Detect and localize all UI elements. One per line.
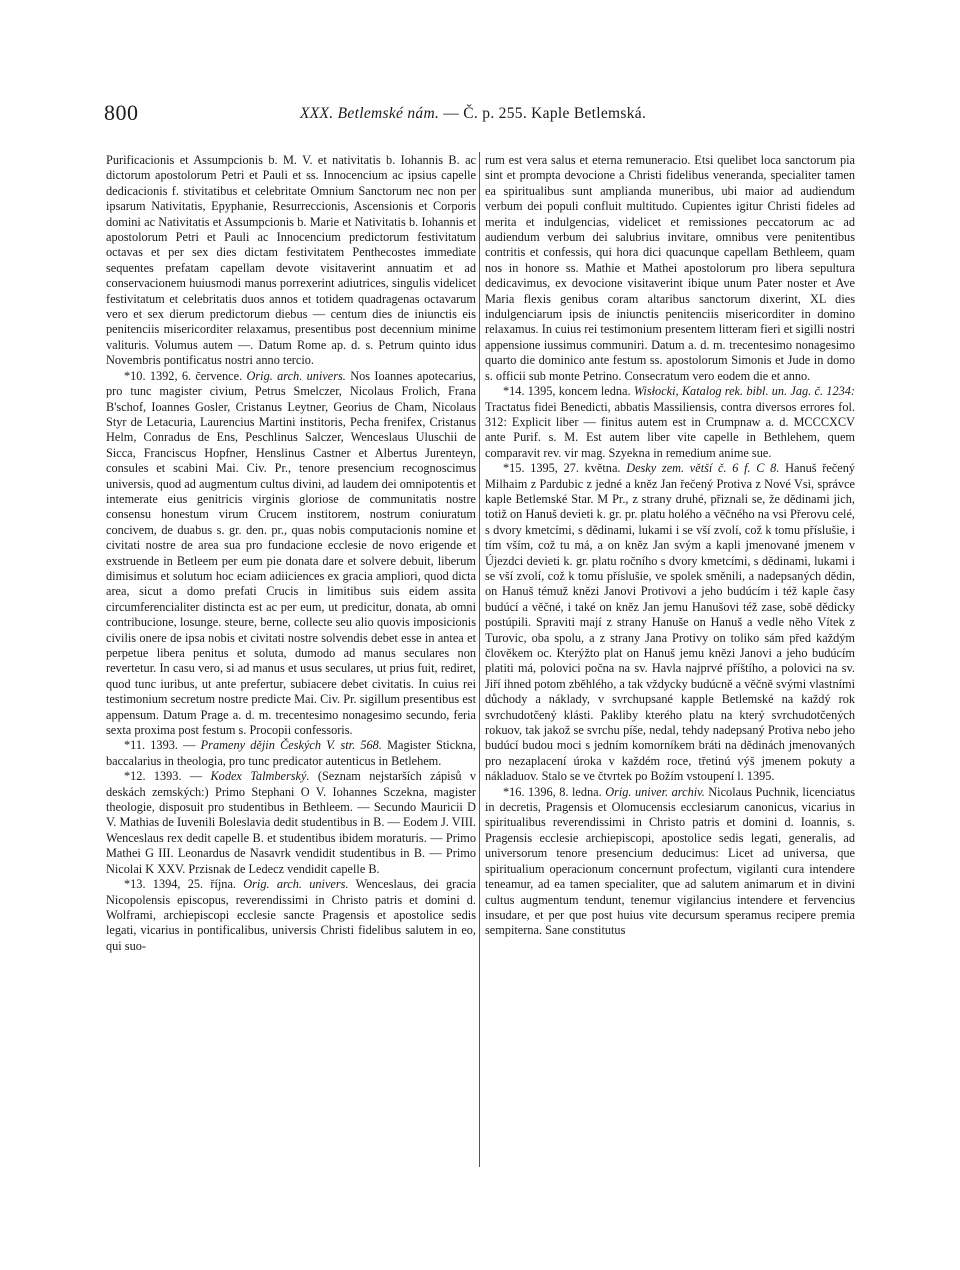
entry-12-source: Kodex Talmberský. <box>210 769 310 784</box>
entry-11-text: Magister Stickna, baccalarius in theologia, pro tunc predicator autenticus in Betlehem. <box>106 738 476 768</box>
entry-14 <box>485 384 855 461</box>
entry-13-number: *13. 1394, 25. října. <box>124 877 244 892</box>
entry-14-text: Tractatus fidei Benedicti, abbatis Massiliensis, contra diversos errores fol. 312: Explicit liber — finitus autem est in Crumpnaw a. d. MCCCXCV ante Purif. s. M. Est autem liber vite capelle in Bethlehem, quem comparavit rev. vir mag. Szyekna in remedium anime sue. <box>485 399 855 460</box>
entry-15-source: Desky zem. větší č. 6 f. C 8. <box>626 461 780 476</box>
running-title <box>300 105 646 123</box>
running-title-section: XXX. Betlemské nám. <box>300 105 440 122</box>
running-title-rest: — Č. p. 255. Kaple Betlemská. <box>439 105 647 122</box>
entry-12-text: (Seznam nejstarších zápisů v deskách zemských:) Primo Stephani O V. Iohannes Sczekna, magister theologie, disposuit pro studentibus in Bethleem. — Secundo Mauricii D V. Mathias de Iuvenili Boleslavia dedit studentibus in B. — Eodem J. VIII. Wenceslaus rex dedit capelle B. et studentibus ibidem moraturis. — Primo Mathei G III. Leonardus de Nasavrk vendidit studentibus in B. — Primo Nicolai K XXV. Przisnak de Ledecz vendidit capelle B. <box>106 769 476 876</box>
entry-13 <box>106 877 476 954</box>
entry-16-text: Nicolaus Puchnik, licenciatus in decretis, Pragensis et Olomucensis ecclesiarum canonicus, vicarius in spiritualibus reverendissimi in Christo patris et domini d. Ioannis, s. Pragensis ecclesie archiepiscopi, apostolice sedis legati, generalis, ad universorum tenore presencium deducimus: Licet ad universa, que spiritualium operacionum concernunt profectum, vigilanti cura intendere teneamur, ad ea tamen specialiter, que ad salutem animarum et in divini cultus augmentum tendunt, tenemur vigilancius intendere et fervencius insudare, et per que post huius vite decursum speramus recipere premia sempiterna. Sane constitutus <box>485 784 855 938</box>
entry-10 <box>106 369 476 739</box>
page-number: 800 <box>104 100 139 125</box>
entry-16 <box>485 785 855 939</box>
entry-16-source: Orig. univer. archiv. <box>605 784 705 799</box>
entry-15-text: Hanuš řečený Milhaim z Pardubic z jedné a kněz Jan řečený Protiva z Nové Vsi, správce kaple Betlemské Star. M Pr., z strany druhé, přiznali se, že dědinami jich, totiž on Hanuš devieti k. gr. pr. platu holého a věčného na vsi Přerovu celé, s dvory kmetcími, s dědinami, lukami i se vší zvolí, což k tomu příslušie, i tím vším, což tu má, a on kněz Jan svým a kapli jmenované jmenem v Újezdci devieti k. gr. platu ročního s dvory kmetcími, s dědinami, lukami i se vší zvolí, což k tomu příslušie, ve spolek směnili, a nadepsaných dědin, on Hanuš témuž knězi Janovi Protivovi a jeho budúcím i též kaple časy budúcí a věčné, i také on kněz Jan jemu Hanušovi též zase, sobě dědicky postúpili. Spraviti mají z strany Hanuše on Hanuš a vedle něho Vítek z Turovic, oba spolu, a z strany Jana Protivy on toliko sám před každým člověkem oc. Kterýžto plat on Hanuš jemu knězi Janovi a jeho budúcím platiti má, polovici počna na sv. Havla najprvé příštího, a polovici na sv. Jiří ihned potom zběhlého, a tak vždycky budúcně a věčně svými vlastními důchody a náklady, v svrchupsané kapple Betlemské na každý rok svrchudotčený klásti. Pakliby kterého platu na který svrchudotčených rokuov, tak jakož se svrchu píše, nedal, tehdy nadepsaný Protiva nebo jeho budúcí budou moci s jedním komorníkem bráti na dědinách jmenovaných pro nezaplacení úroka v každém roce, třetinú výš jmenem pokuty a nákladuov. Stalo se ve čtvrtek po Božím vstoupení l. 1395. <box>485 461 855 784</box>
entry-11-number: *11. 1393. — <box>124 738 201 753</box>
paragraph-continuation-right: rum est vera salus et eterna remuneracio. Etsi quelibet loca sanctorum pia sint et prompta devocione a Christi fidelibus veneranda, specialiter tamen ea spiritualibus sunt amplianda muneribus, ubi maior ad audiendum verbum dei populi confluit multitudo. Cupientes igitur Christi fideles ad merita et indulgencias, videlicet et remissiones peccatorum ac ad audiendum verbum dei salubrius invitare, omnibus vere penitentibus contritis et confessis, qui hora dici quacunque capellam Bethleem, quam nos in honore ss. Mathie et Mathei apostolorum pro libera sepultura dedicavimus, ex devocione visitaverint ibique unum Pater noster et Ave Maria flexis genibus coram altaribus sanctorum dixerint, XL dies indulgenciarum ipsis de iniunctis penitenciis misericorditer in domino relaxamus. In cuius rei testimonium presentem litteram fieri et sigilli nostri appensione iussimus communiri. Datum a. d. m. trecentesimo nonagesimo quarto die dominico ante festum ss. apostolorum Simonis et Jude in domo s. officii sub monte Petrino. Consecratum vero eodem die et anno. <box>485 153 855 383</box>
column-divider <box>479 152 480 1167</box>
paragraph-continuation: Purificacionis et Assumpcionis b. M. V. et nativitatis b. Iohannis B. ac dictorum apostolorum Petri et Pauli et ss. Innocencium ac ipsius capelle dedicacionis f. stivitatibus et celebritate Omnium Sanctorum nec non per ipsarum Nativitatis, Epyphanie, Resurreccionis, Ascensionis et Corporis domini ac Nativitatis et Assumpcionis b. Marie et Nativitatis b. Iohannis et apostolorum Petri et Pauli ac Innocencium predictorum festivitatum octavas et per sex dies dictam festivitatem Penthecostes immediate sequentes prefatam capellam devote visitaverint annuatim et ad conservacionem huiusmodi manus porrexerint adiutrices, singulis videlicet festivitatum et celebritatis duos annos et totidem quadragenas octavarum vero et sex dierum predictorum diebus — centum dies de iniunctis eis penitenciis misericorditer relaxamus, presentibus post decennium minime valituris. Volumus autem —. Datum Rome ap. d. s. Petrum quinto idus Novembris pontificatus nostri anno tercio. <box>106 153 476 368</box>
entry-13-source: Orig. arch. univers. <box>243 877 349 892</box>
entry-11 <box>106 738 476 769</box>
entry-10-text: Nos Ioannes apotecarius, pro tunc magister civium, Petrus Smelczer, Nicolaus Frolich, Frana B'schof, Ioannes Gosler, Cristanus Leytner, Georius de Cham, Nicolaus Styr de Letacuria, Laurencius Martini institoris, Pecha frenifex, Cristanus Helm, Conradus de Ens, Peschlinus Salczer, Wenceslaus Uluschii de Sicca, Franciscus Hopfner, Henslinus Castner et Albertus Jurenteyn, consules et scabini Mai. Civ. Pr., tenore presencium recognoscimus universis, quod ad augmentum cultus divini, ad laudem dei omnipotentis et intemerate eius genitricis virginis gloriose de communitatis nostre consensu honestum virum Crucem institorem, nostrum coniuratum concivem, de duabus s. gr. den. pr., quas nobis computacionis nomine et civitati nostre de area sua pro fundacione ecclesie de novo erigende et exstruende in Betleem per eum pie donata dare et solvere debuit, liberum dimisimus et solutum hoc eciam adiiciences ex gracia ampliori, quod dicta area, sicut a domo prefati Crucis in limitibus suis eidem assita circumferencialiter distincta est ac per eum, ut predicitur, donata, ab omni contribucione, losunge. steure, berne, collecte seu alio quovis imposicionis civilis onere de ipsa nobis et civitati nostre solvendis debet esse in antea et perpetue libera penitus et soluta, dumodo ad manus seculares non revertetur. In casu vero, si ad manus et usus seculares, ut prius fuit, rediret, quod tunc iuribus, ut ante prefertur, subiacere debet civitatis. In cuius rei testimonium secretum nostre predicte Mai. Civ. Pr. sigillum presentibus est appensum. Datum Prage a. d. m. trecentesimo nonagesimo secundo, feria sexta proxima post festum s. Procopii confessoris. <box>106 368 476 738</box>
entry-10-source: Orig. arch. univers. <box>246 368 346 383</box>
entry-10-number: *10. 1392, 6. července. <box>124 368 247 383</box>
page-header <box>104 100 864 130</box>
entry-14-source: Wisłocki, Katalog rek. bibl. un. Jag. č. 1234: <box>633 384 855 399</box>
entry-14-number: *14. 1395, koncem ledna. <box>503 384 634 399</box>
entry-15-number: *15. 1395, 27. května. <box>503 461 627 476</box>
entry-15 <box>485 461 855 785</box>
entry-13-text: Wenceslaus, dei gracia Nicopolensis episcopus, reverendissimi in Christo patris et domini d. Wolframi, archiepiscopi ecclesie sancte Pragensis et apostolice sedis legati, vicarius in pontificalibus, universis Christi fidelibus salutem in eo, qui suo- <box>106 877 476 953</box>
entry-16-number: *16. 1396, 8. ledna. <box>503 784 606 799</box>
entry-11-source: Prameny dějin Českých V. str. 568. <box>200 738 382 753</box>
entry-12 <box>106 769 476 877</box>
entry-12-number: *12. 1393. — <box>124 769 211 784</box>
left-column <box>106 153 476 1173</box>
right-column <box>485 153 855 1173</box>
